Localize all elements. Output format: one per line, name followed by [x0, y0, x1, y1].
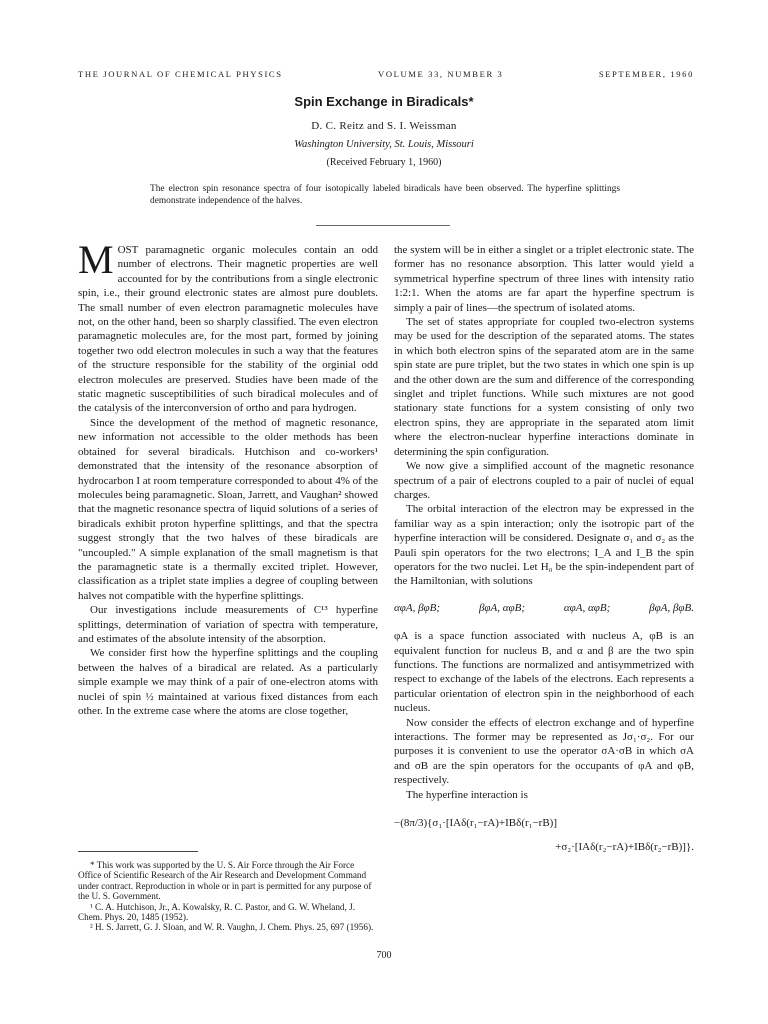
- footnote: ² H. S. Jarrett, G. J. Sloan, and W. R. Vaughn, J. Chem. Phys. 25, 697 (1956).: [90, 922, 374, 933]
- paper-title: Spin Exchange in Biradicals*: [294, 94, 474, 109]
- paragraph: Now consider the effects of electron exchange and of hyperfine interactions. The former may be represented as Jσ₁·σ₂. For our purposes it is convenient to use the operator σA·σB in which σA and σB are the spin operators for the occupants of φA and φB, respectively.: [394, 716, 694, 787]
- abstract: The electron spin resonance spectra of four isotopically labeled biradicals have been observed. The hyperfine splittings demonstrate independence of the halves.: [150, 184, 620, 206]
- paper-authors: D. C. Reitz and S. I. Weissman: [311, 120, 457, 132]
- paragraph: We consider first how the hyperfine splittings and the coupling between the halves of a biradical are related. As a particularly simple example we may think of a pair of one-electron atoms with nuclei of spin ½ maintained at various fixed distances from each other. In the extreme case where the atoms are close together,: [78, 647, 378, 717]
- drop-cap: M: [78, 237, 114, 282]
- author-affiliation: Washington University, St. Louis, Missouri: [294, 139, 474, 150]
- hyperfine-equation-line-1: −(8π/3){σ₁·[IAδ(r₁−rA)+IBδ(r₁−rB)]: [394, 817, 558, 830]
- solution-list: [394, 601, 694, 615]
- abstract-divider: [316, 225, 450, 226]
- paragraph: the system will be in either a singlet or a triplet electronic state. The former has no resonance absorption. This latter would yield a symmetrical hyperfine spectrum of three lines with intensity ratio 1:2:1. When the atoms are far apart the hyperfine spectrum is simply a pair of lines—the spectrum of isolated atoms.: [394, 244, 694, 314]
- footnotes: [78, 851, 378, 933]
- issue-date: SEPTEMBER, 1960: [598, 69, 694, 79]
- paragraph: φA is a space function associated with nucleus A, φB is an equivalent function for nucleus B, and α and β are the two spin functions. The functions are normalized and antisymmetrized with respect to exchange of the labels of the electrons. Each represents a particular orientation of electron spin in the neighborhood of each nucleus.: [394, 630, 694, 715]
- running-head: [78, 69, 694, 79]
- footnote: * This work was supported by the U. S. Air Force through the Air Force Office of Scientific Research of the Air Research and Development Command under contract. Reproduction in whole or in part is permitted for any purpose of the U. S. Government.: [78, 860, 372, 902]
- volume-number: VOLUME 33, NUMBER 3: [378, 69, 504, 79]
- solution-term: αφA, αφB;: [563, 601, 611, 614]
- intro-paragraph: [78, 237, 378, 416]
- paragraph: The hyperfine interaction is: [406, 788, 528, 801]
- solution-term: βφA, αφB;: [478, 601, 525, 614]
- page-number: 700: [376, 950, 392, 961]
- left-column: [78, 237, 378, 718]
- right-column: [394, 243, 694, 855]
- paragraph: The orbital interaction of the electron may be expressed in the familiar way as a spin interaction; only the isotropic part of the hyperfine interaction will be considered. Designate σ₁ and σ₂ as the Pauli spin operators for the two electrons; I_A and I_B the spin operators for the two nuclei. Let H₀ be the spin-independent part of the Hamiltonian, with solutions: [394, 503, 694, 588]
- solution-term: βφA, βφB.: [649, 601, 694, 614]
- paragraph: Since the development of the method of magnetic resonance, new information not accessible to the older methods has been obtained for several biradicals. Hutchison and co-workers¹ demonstrated that the intensity of the resonance absorption of hydrocarbon I at room temperature corresponded to about 4% of the molecules being paramagnetic. Sloan, Jarrett, and Vaughan² showed that the magnetic resonance spectra of liquid solutions of a series of biradicals exhibit proton hyperfine splittings, and that the spectra suggest strongly that the two halves of these biradicals are "uncoupled." A simple explanation of the small magnetism is that the paramagnetic state is a thermally excited triplet. However, classification as a triplet state implies a degree of coupling between halves not compatible with the hyperfine splittings.: [78, 416, 378, 602]
- paragraph: Our investigations include measurements of C¹³ hyperfine splittings, determination of variation of spectra with temperature, and estimates of the absolute intensity of the absorption.: [78, 604, 378, 645]
- footnote: ¹ C. A. Hutchison, Jr., A. Kowalsky, R. C. Pastor, and G. W. Wheland, J. Chem. Phys. 20, 1485 (1952).: [78, 901, 355, 923]
- footnote-divider: [78, 851, 198, 852]
- received-date: (Received February 1, 1960): [326, 157, 442, 168]
- hyperfine-equation-line-2: +σ₂·[IAδ(r₂−rA)+IBδ(r₂−rB)]}.: [555, 841, 694, 854]
- journal-name: THE JOURNAL OF CHEMICAL PHYSICS: [78, 69, 283, 79]
- paragraph: The set of states appropriate for coupled two-electron systems may be used for the description of the separated atoms. The states in which both electron spins of the separated atom are in the same spin state are pure triplet, but the two states in which one spin is up and the other down are the sum and difference of the corresponding singlet and triplet functions. While such mixtures are not good stationary state functions for a system consisting of only two electron spins, they are appropriate in the separated atom limit where the electron-nuclear hyperfine interactions dominate in determining the spin configuration.: [394, 316, 694, 458]
- paragraph: We now give a simplified account of the magnetic resonance spectrum of a pair of electrons coupled to a pair of nuclei of equal charges.: [394, 460, 694, 501]
- intro-text: OST paramagnetic organic molecules contain an odd number of electrons. Their magnetic properties are well accounted for by the contributions from a single electronic spin, i.e., their ground electronic states are almost pure doublets. The small number of even electron paramagnetic molecules have not, on the other hand, been so sharply classified. The even electron paramagnetic molecules are, for the most part, formed by joining together two odd electron molecules in such a way that the features of the structure responsible for the stability of the orginial odd electron molecules are preserved. Studies have been made of the static magnetic susceptibilities of such biradical molecules and of the catalysis of the interconversion of ortho and para hydrogen.: [78, 244, 378, 415]
- solution-term: αφA, βφB;: [394, 601, 441, 614]
